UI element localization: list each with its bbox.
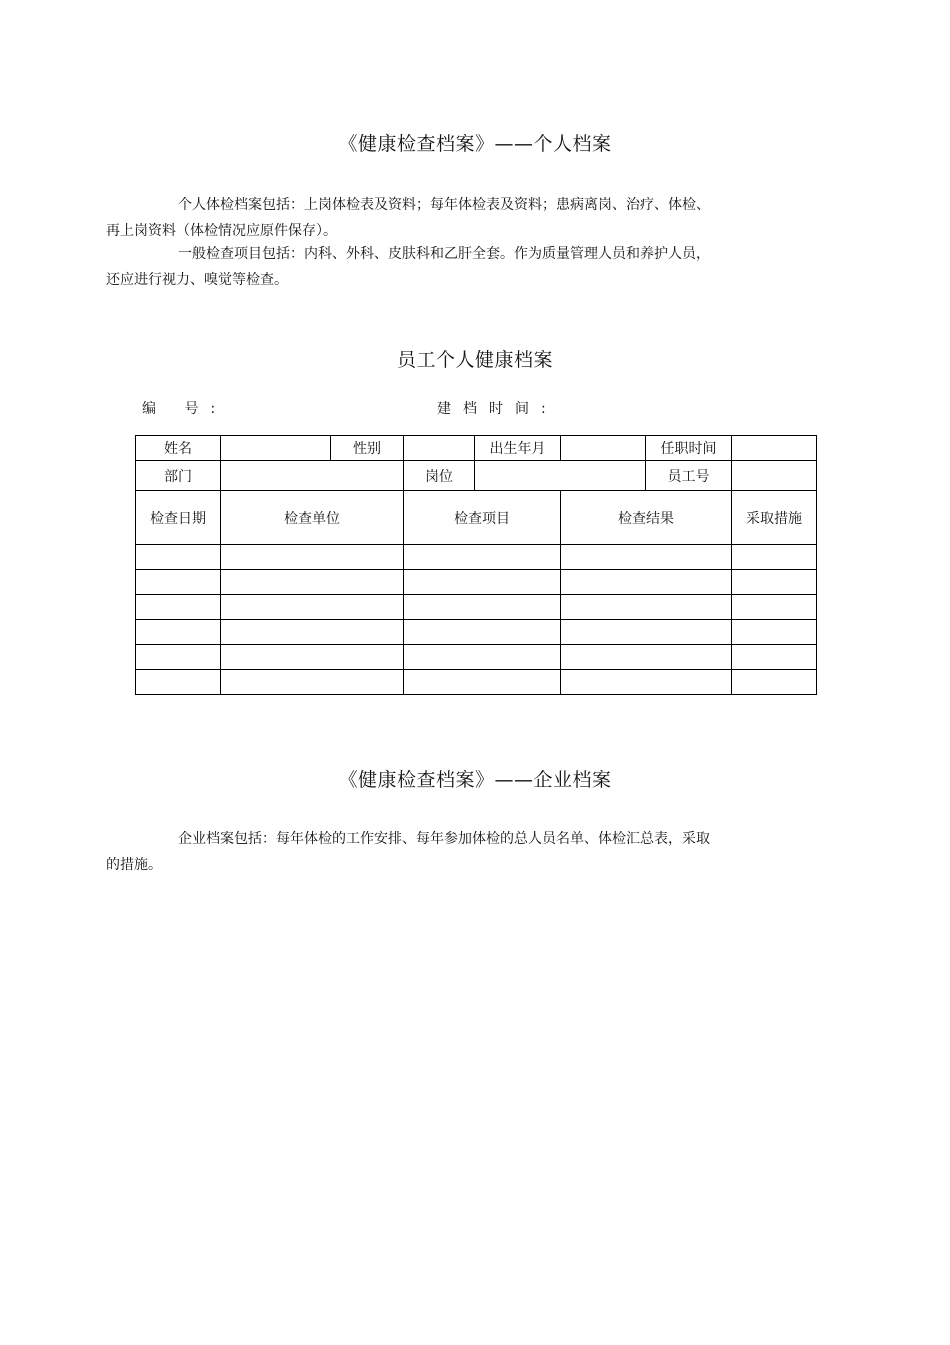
- exam-result-cell[interactable]: [561, 595, 732, 620]
- personal-archive-title: 《健康检查档案》——个人档案: [338, 133, 612, 155]
- exam-unit-cell[interactable]: [221, 645, 404, 670]
- paragraph-line: 的措施。: [106, 857, 162, 873]
- record-date-label: 建档时间:: [437, 401, 558, 417]
- table-row: [136, 670, 817, 695]
- tenure-label: 任职时间: [646, 436, 732, 461]
- name-label: 姓名: [136, 436, 221, 461]
- exam-result-cell[interactable]: [561, 645, 732, 670]
- exam-unit-cell[interactable]: [221, 545, 404, 570]
- exam-unit-cell[interactable]: [221, 620, 404, 645]
- position-label: 岗位: [404, 461, 475, 491]
- table-row: [136, 595, 817, 620]
- paragraph-line: 个人体检档案包括：上岗体检表及资料；每年体检表及资料；患病离岗、治疗、体检、: [178, 197, 710, 213]
- exam-unit-cell[interactable]: [221, 670, 404, 695]
- paragraph-line: 企业档案包括：每年体检的工作安排、每年参加体检的总人员名单、体检汇总表，采取: [178, 831, 710, 847]
- exam-items-cell[interactable]: [404, 595, 561, 620]
- exam-date-cell[interactable]: [136, 620, 221, 645]
- exam-date-cell[interactable]: [136, 570, 221, 595]
- birth-value-cell[interactable]: [561, 436, 646, 461]
- measures-cell[interactable]: [732, 595, 817, 620]
- department-value-cell[interactable]: [221, 461, 404, 491]
- enterprise-archive-paragraph: [106, 826, 752, 878]
- table-row: [136, 570, 817, 595]
- column-header-exam-result: 检查结果: [561, 491, 732, 545]
- paragraph-line: 一般检查项目包括：内科、外科、皮肤科和乙肝全套。作为质量管理人员和养护人员，: [178, 246, 710, 262]
- table-header-row: [136, 491, 817, 545]
- table-row-basic-info: [136, 436, 817, 461]
- exam-unit-cell[interactable]: [221, 570, 404, 595]
- tenure-value-cell[interactable]: [732, 436, 817, 461]
- exam-date-cell[interactable]: [136, 645, 221, 670]
- gender-label: 性别: [331, 436, 404, 461]
- exam-items-cell[interactable]: [404, 670, 561, 695]
- personal-archive-paragraph-1: [106, 192, 752, 244]
- exam-result-cell[interactable]: [561, 620, 732, 645]
- exam-result-cell[interactable]: [561, 570, 732, 595]
- table-row: [136, 545, 817, 570]
- exam-result-cell[interactable]: [561, 670, 732, 695]
- gender-value-cell[interactable]: [404, 436, 475, 461]
- paragraph-line: 再上岗资料（体检情况应原件保存）。: [106, 223, 337, 239]
- exam-items-cell[interactable]: [404, 620, 561, 645]
- column-header-exam-items: 检查项目: [404, 491, 561, 545]
- column-header-exam-unit: 检查单位: [221, 491, 404, 545]
- exam-unit-cell[interactable]: [221, 595, 404, 620]
- measures-cell[interactable]: [732, 645, 817, 670]
- measures-cell[interactable]: [732, 570, 817, 595]
- table-row: [136, 620, 817, 645]
- record-number-label: 编 号:: [142, 401, 228, 417]
- table-row: [136, 645, 817, 670]
- name-value-cell[interactable]: [221, 436, 331, 461]
- column-header-exam-date: 检查日期: [136, 491, 221, 545]
- position-value-cell[interactable]: [475, 461, 646, 491]
- exam-items-cell[interactable]: [404, 645, 561, 670]
- measures-cell[interactable]: [732, 620, 817, 645]
- exam-date-cell[interactable]: [136, 595, 221, 620]
- personal-archive-paragraph-2: [106, 241, 752, 293]
- employee-health-record-title: 员工个人健康档案: [396, 349, 553, 371]
- enterprise-archive-title: 《健康检查档案》——企业档案: [338, 769, 612, 791]
- employee-health-record-table: [135, 435, 817, 695]
- employee-no-value-cell[interactable]: [732, 461, 817, 491]
- exam-date-cell[interactable]: [136, 670, 221, 695]
- exam-items-cell[interactable]: [404, 545, 561, 570]
- employee-no-label: 员工号: [646, 461, 732, 491]
- table-row-work-info: [136, 461, 817, 491]
- exam-result-cell[interactable]: [561, 545, 732, 570]
- exam-items-cell[interactable]: [404, 570, 561, 595]
- birth-label: 出生年月: [475, 436, 561, 461]
- column-header-measures: 采取措施: [732, 491, 817, 545]
- department-label: 部门: [136, 461, 221, 491]
- measures-cell[interactable]: [732, 670, 817, 695]
- paragraph-line: 还应进行视力、嗅觉等检查。: [106, 272, 288, 288]
- exam-date-cell[interactable]: [136, 545, 221, 570]
- measures-cell[interactable]: [732, 545, 817, 570]
